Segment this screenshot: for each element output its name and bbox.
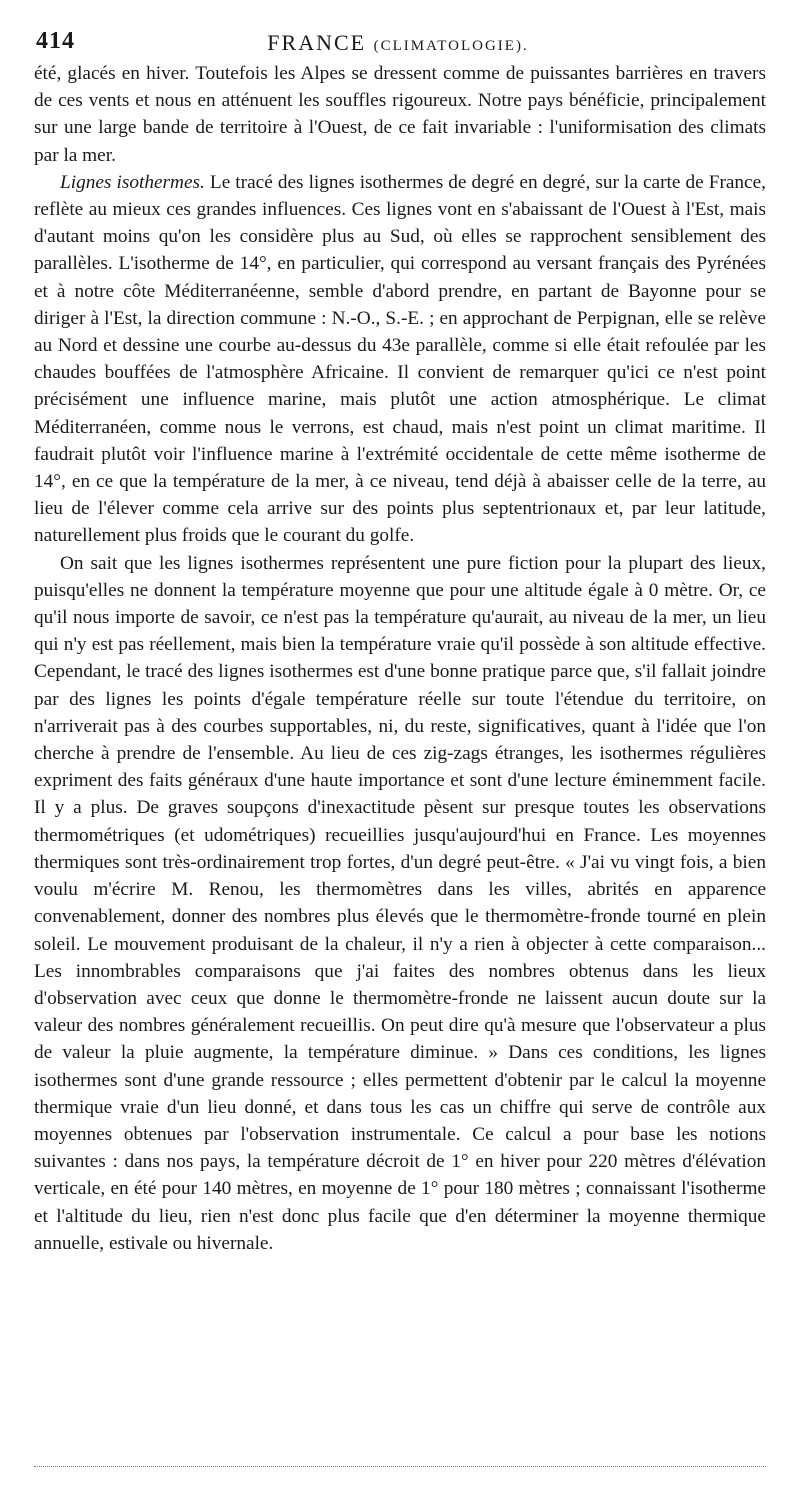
paragraph-1 xyxy=(34,60,766,169)
paragraph-3 xyxy=(34,550,766,1257)
running-title xyxy=(36,30,760,56)
running-header xyxy=(36,28,760,58)
running-title-main: FRANCE xyxy=(267,30,367,55)
page-number: 414 xyxy=(36,28,75,54)
paragraph-2-text: Le tracé des lignes isothermes de degré en degré, sur la carte de France, reflète au mieux ces grandes influences. Ces lignes vont en s'abaissant de l'Ouest à l'Est, mais d'autant moins qu'on les considère plus au Sud, où elles se rapprochent sensiblement des parallèles. L'isotherme de 14°, en particulier, qui correspond au versant français des Pyrénées et à notre côte Méditerranéenne, semble d'abord prendre, en partant de Bayonne pour se diriger à l'Est, la direction commune : N.-O., S.-E. ; en approchant de Perpignan, elle se relève au Nord et dessine une courbe au-dessus du 43e parallèle, comme si elle était refoulée par les chaudes bouffées de l'atmosphère Africaine. Il convient de remarquer qu'ici ce n'est point précisément une influence marine, mais plutôt une action atmosphérique. Le climat Méditerranéen, comme nous le verrons, est chaud, mais n'est point un climat maritime. Il faudrait plutôt voir l'influence marine à l'extrémité occidentale de cette même isotherme de 14°, en ce que la température de la mer, à ce niveau, tend déjà à abaisser celle de la terre, au lieu de l'élever comme cela arrive sur des points plus septentrionaux et, par leur latitude, naturellement plus froids que le courant du golfe. xyxy=(34,171,766,547)
paragraph-2 xyxy=(34,169,766,550)
footer-rule xyxy=(34,1466,766,1467)
running-title-sub: (CLIMATOLOGIE). xyxy=(373,38,529,54)
section-lead-lignes-isothermes: Lignes isothermes. xyxy=(60,171,205,193)
paragraph-1-text: été, glacés en hiver. Toutefois les Alpes se dressent comme de puissantes barrières en travers de ces vents et nous en atténuent les souffles rigoureux. Notre pays bénéficie, principalement sur une large bande de territoire à l'Ouest, de ce fait invariable : l'uniformisation des climats par la mer. xyxy=(34,63,766,166)
paragraph-3-text: On sait que les lignes isothermes représentent une pure fiction pour la plupart des lieux, puisqu'elles ne donnent la température moyenne que pour une altitude égale à 0 mètre. Or, ce qu'il nous importe de savoir, ce n'est pas la température qu'aurait, au niveau de la mer, un lieu qui n'y est pas réellement, mais bien la température vraie qu'il possède à son altitude effective. Cependant, le tracé des lignes isothermes est d'une bonne pratique parce que, s'il fallait joindre par des lignes les points d'égale température réelle sur toute l'étendue du territoire, on n'arriverait pas à des courbes supportables, ni, du reste, significatives, quant à l'idée que l'on cherche à prendre de l'ensemble. Au lieu de ces zig-zags étranges, les isothermes régulières expriment des faits généraux d'une haute importance et sont d'une lecture éminemment facile. Il y a plus. De graves soupçons d'inexactitude pèsent sur presque toutes les observations thermométriques (et udométriques) recueillies jusqu'aujourd'hui en France. Les moyennes thermiques sont très-ordinairement trop fortes, d'un degré peut-être. « J'ai vu vingt fois, a bien voulu m'écrire M. Renou, les thermomètres dans les villes, abrités en apparence convenablement, donner des nombres plus élevés que le thermomètre-fronde tourné en plein soleil. Le mouvement produisant de la chaleur, il n'y a rien à objecter à cette comparaison... Les innombrables comparaisons que j'ai faites des nombres obtenus dans les lieux d'observation avec ceux que donne le thermomètre-fronde ne laissent aucun doute sur la valeur des nombres généralement recueillis. On peut dire qu'à mesure que l'observateur a plus de valeur la pluie augmente, la température diminue. » Dans ces conditions, les lignes isothermes sont d'une grande ressource ; elles permettent d'obtenir par le calcul la moyenne thermique vraie d'un lieu donné, et dans tous les cas un chiffre qui serve de contrôle aux moyennes obtenues par l'observation instrumentale. Ce calcul a pour base les notions suivantes : dans nos pays, la température décroit de 1° en hiver pour 220 mètres d'élévation verticale, en été pour 140 mètres, en moyenne de 1° pour 180 mètres ; connaissant l'isotherme et l'altitude du lieu, rien n'est donc plus facile que d'en déterminer la moyenne thermique annuelle, estivale ou hivernale. xyxy=(34,552,766,1254)
page-body xyxy=(34,60,766,1257)
